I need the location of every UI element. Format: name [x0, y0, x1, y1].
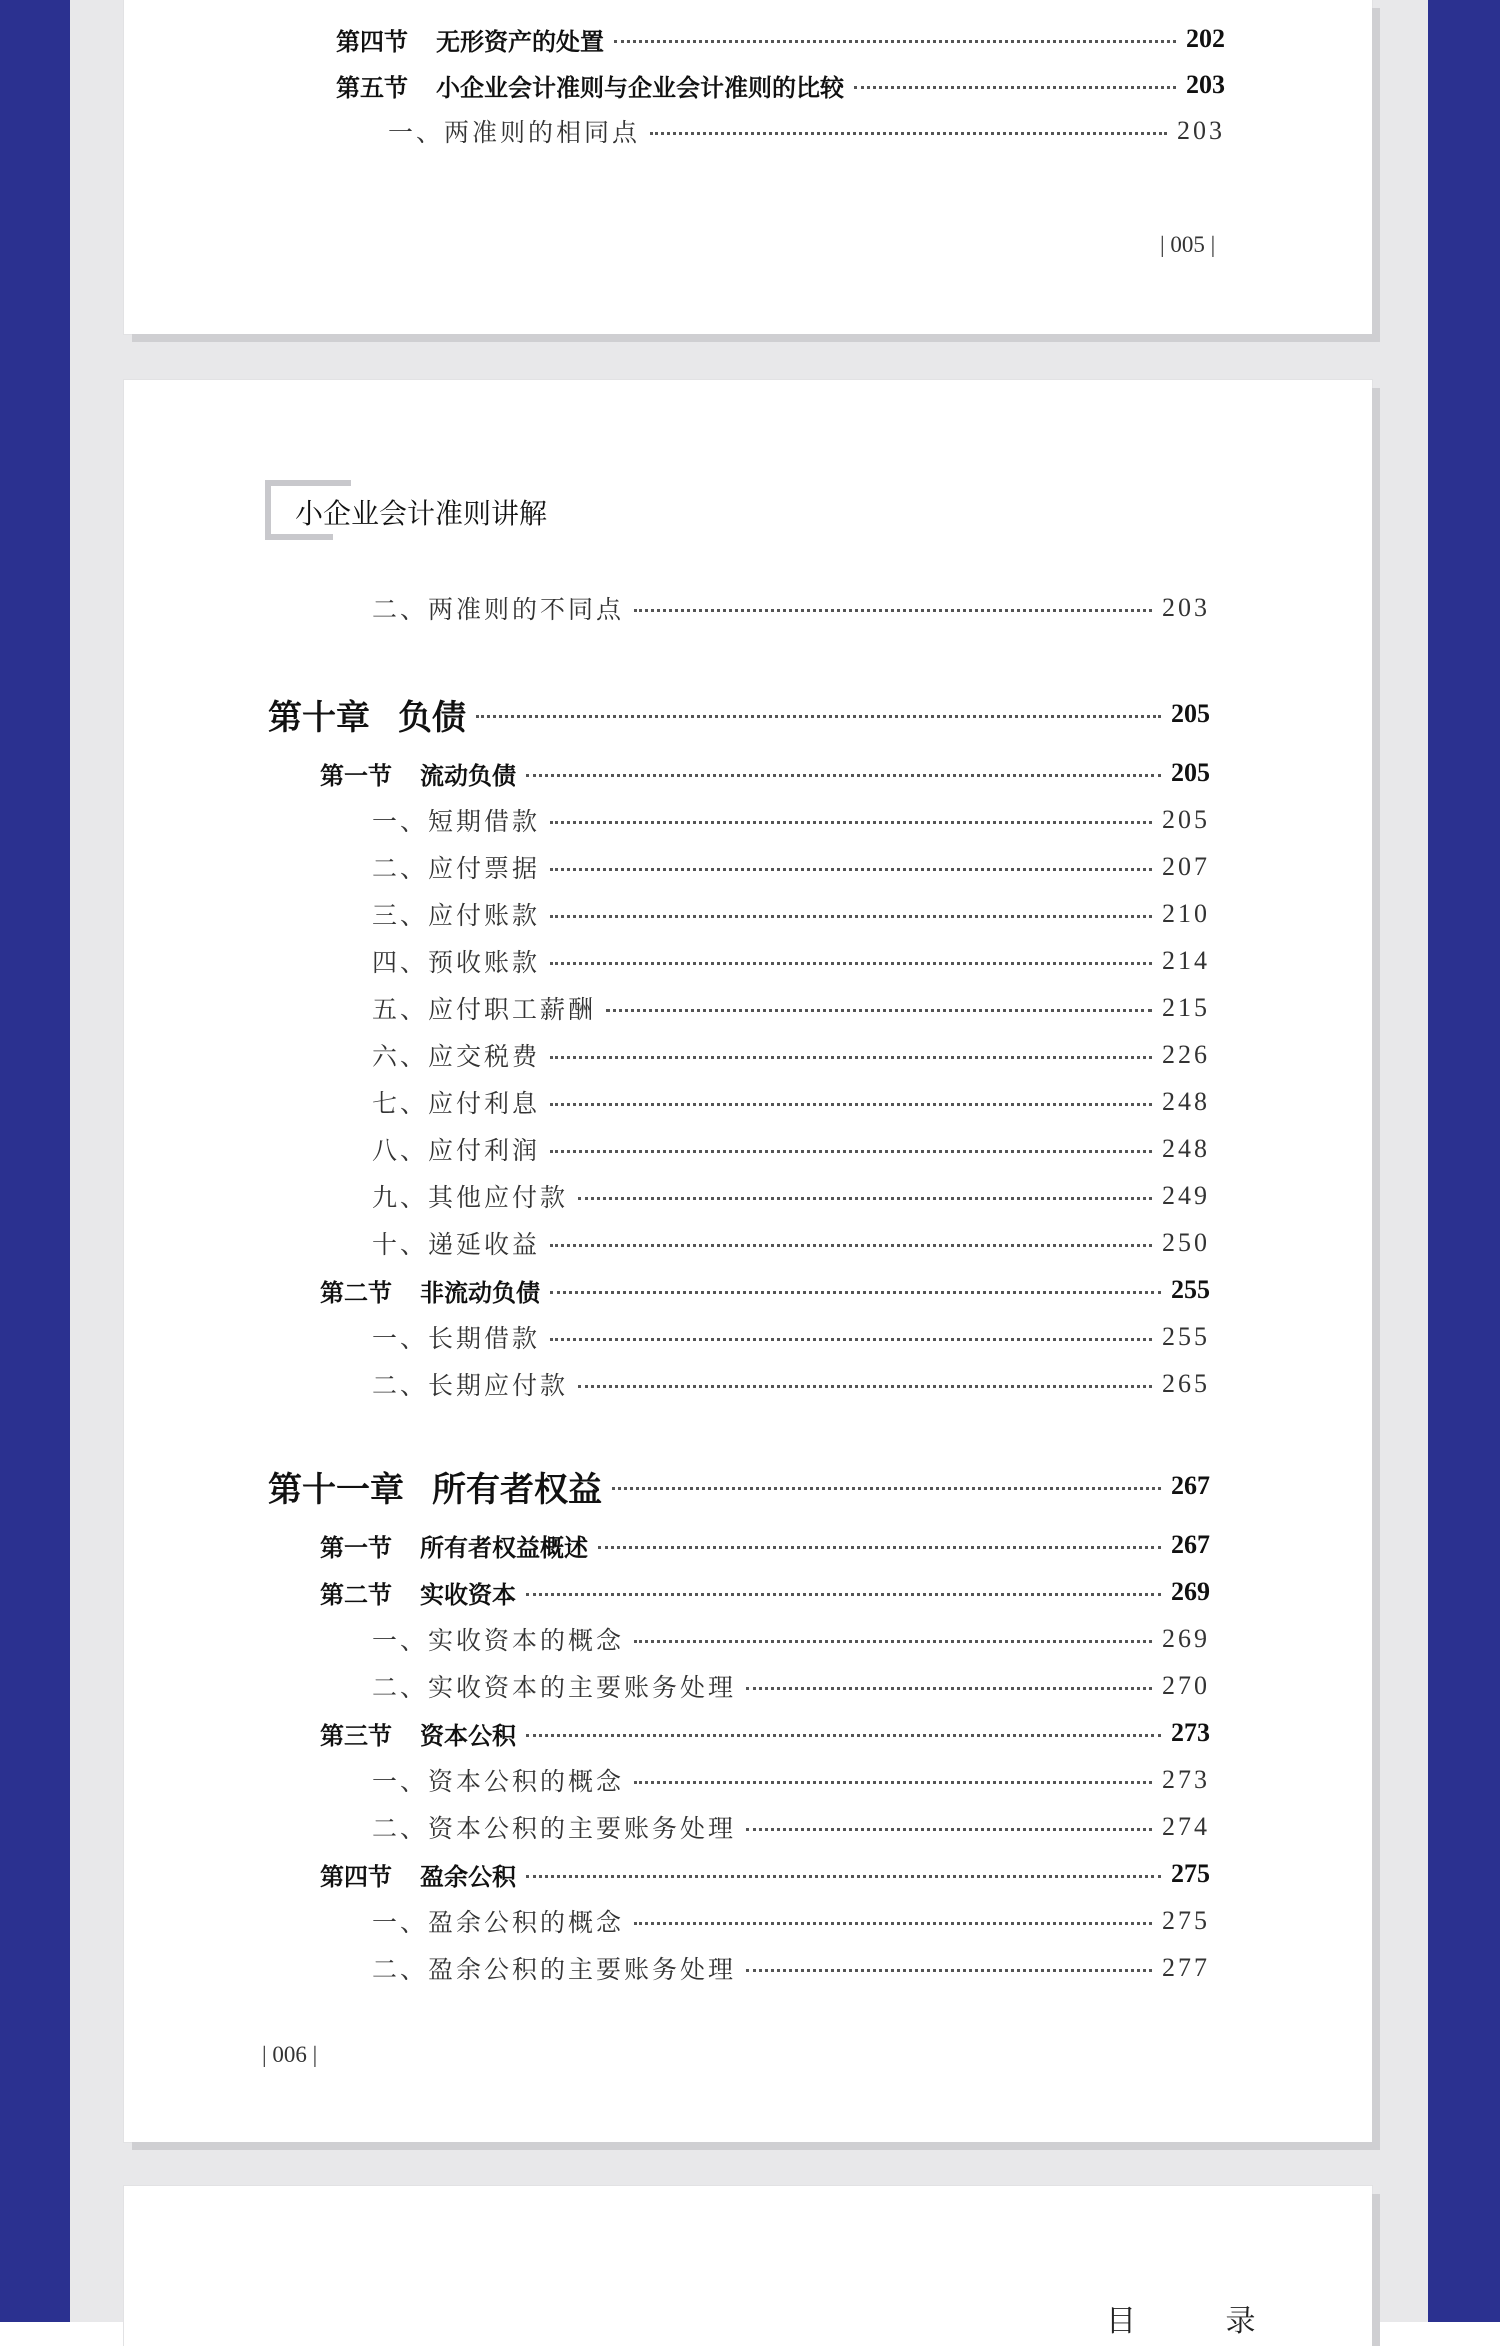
page-reference: 265	[1162, 1369, 1210, 1398]
page-reference: 248	[1162, 1134, 1210, 1163]
toc-entry-label	[372, 943, 540, 979]
page-reference: 270	[1162, 1671, 1210, 1700]
page-reference: 215	[1162, 993, 1210, 1022]
dot-leader	[606, 1009, 1152, 1012]
right-side-band	[1428, 0, 1500, 2322]
section-title: 实收资本	[420, 1580, 516, 1609]
toc-item-row[interactable]	[372, 1179, 1210, 1213]
toc-entry-label	[372, 1950, 736, 1986]
chapter-title: 负债	[398, 697, 466, 738]
toc-chapter-row[interactable]	[268, 1462, 1210, 1510]
item-title: 一、实收资本的概念	[372, 1626, 625, 1655]
page-reference: 277	[1162, 1953, 1210, 1982]
page-reference: 273	[1171, 1718, 1210, 1747]
item-title: 七、应付利息	[372, 1089, 541, 1118]
toc-item-row[interactable]	[372, 1810, 1210, 1844]
chapter-title: 所有者权益	[432, 1469, 602, 1510]
item-title: 一、盈余公积的概念	[372, 1908, 625, 1937]
item-title: 十、递延收益	[372, 1230, 541, 1259]
dot-leader	[526, 1734, 1161, 1737]
page-number: | 005 |	[1160, 232, 1216, 257]
toc-entry-label	[372, 1366, 568, 1402]
page-reference: 248	[1162, 1087, 1210, 1116]
toc-entry-label	[372, 1668, 736, 1704]
section-number: 第四节	[336, 27, 408, 56]
page-reference: 250	[1162, 1228, 1210, 1257]
dot-leader	[550, 868, 1152, 871]
toc-section-row[interactable]	[320, 1528, 1210, 1562]
section-number: 第二节	[320, 1278, 392, 1307]
item-title: 一、长期借款	[372, 1324, 541, 1353]
section-number: 第五节	[336, 73, 408, 102]
dot-leader	[550, 1150, 1152, 1153]
dot-leader	[526, 1875, 1161, 1878]
section-title: 非流动负债	[420, 1278, 540, 1307]
item-title: 二、两准则的不同点	[372, 595, 625, 624]
toc-item-row[interactable]	[372, 803, 1210, 837]
section-number: 第一节	[320, 761, 392, 790]
dot-leader	[526, 1593, 1161, 1596]
page-reference: 255	[1171, 1275, 1210, 1304]
toc-entry-label	[372, 802, 540, 838]
toc-item-row[interactable]	[372, 1132, 1210, 1166]
dot-leader	[634, 1781, 1152, 1784]
toc-entry-label	[336, 22, 604, 57]
dot-leader	[550, 1338, 1152, 1341]
page-reference: 267	[1171, 1471, 1210, 1500]
toc-entry-label	[268, 1462, 602, 1511]
toc-item-row[interactable]	[372, 1622, 1210, 1656]
toc-section-row[interactable]	[320, 1716, 1210, 1750]
toc-section-row[interactable]	[320, 1575, 1210, 1609]
toc-item-row[interactable]	[372, 1085, 1210, 1119]
toc-item-row[interactable]	[372, 897, 1210, 931]
section-number: 第四节	[320, 1862, 392, 1891]
dot-leader	[746, 1828, 1152, 1831]
section-title: 资本公积	[420, 1721, 516, 1750]
page-reference: 210	[1162, 899, 1210, 928]
toc-entry-label	[372, 590, 624, 626]
section-title: 无形资产的处置	[436, 27, 604, 56]
book-title: 小企业会计准则讲解	[295, 497, 548, 530]
page-reference: 273	[1162, 1765, 1210, 1794]
page-reference: 226	[1162, 1040, 1210, 1069]
section-title: 所有者权益概述	[420, 1533, 588, 1562]
chapter-number: 第十章	[268, 697, 370, 738]
toc-entry-label	[372, 990, 596, 1026]
toc-item-row[interactable]	[372, 1951, 1210, 1985]
toc-item-row[interactable]	[372, 1904, 1210, 1938]
toc-entry-label	[372, 1131, 540, 1167]
toc-entry-label	[320, 1716, 516, 1751]
page-reference: 275	[1171, 1859, 1210, 1888]
section-title: 盈余公积	[420, 1862, 516, 1891]
toc-item-row[interactable]	[372, 991, 1210, 1025]
dot-leader	[550, 1056, 1152, 1059]
page-reference: 207	[1162, 852, 1210, 881]
toc-item-row[interactable]	[372, 1367, 1210, 1401]
toc-section-row[interactable]	[336, 68, 1225, 102]
toc-item-row[interactable]	[372, 850, 1210, 884]
toc-entry-label	[320, 1528, 588, 1563]
item-title: 二、资本公积的主要账务处理	[372, 1814, 737, 1843]
dot-leader	[634, 1640, 1152, 1643]
item-title: 四、预收账款	[372, 948, 541, 977]
page-reference: 203	[1162, 593, 1210, 622]
toc-entry-label	[372, 1084, 540, 1120]
dot-leader	[614, 40, 1176, 43]
toc-entry-label	[336, 68, 844, 103]
section-number: 第一节	[320, 1533, 392, 1562]
page-reference: 203	[1177, 116, 1225, 145]
dot-leader	[746, 1687, 1152, 1690]
item-title: 八、应付利润	[372, 1136, 541, 1165]
dot-leader	[634, 1922, 1152, 1925]
dot-leader	[598, 1546, 1161, 1549]
page-reference: 205	[1171, 758, 1210, 787]
toc-entry-label	[372, 1809, 736, 1845]
section-number: 第三节	[320, 1721, 392, 1750]
toc-section-row[interactable]	[320, 1857, 1210, 1891]
left-side-band	[0, 0, 70, 2322]
dot-leader	[550, 821, 1152, 824]
page-number: | 006 |	[262, 2042, 318, 2067]
dot-leader	[578, 1197, 1152, 1200]
page-reference: 269	[1162, 1624, 1210, 1653]
toc-section-row[interactable]	[320, 756, 1210, 790]
toc-entry-label	[320, 1575, 516, 1610]
toc-section-row[interactable]	[336, 22, 1225, 56]
section-title: 小企业会计准则与企业会计准则的比较	[436, 73, 844, 102]
toc-item-row[interactable]	[372, 944, 1210, 978]
toc-entry-label	[320, 756, 516, 791]
toc-entry-label	[372, 849, 540, 885]
toc-item-row[interactable]	[372, 1669, 1210, 1703]
toc-item-row[interactable]	[372, 1038, 1210, 1072]
toc-item-row[interactable]	[388, 114, 1225, 148]
dot-leader	[634, 609, 1152, 612]
toc-item-row[interactable]	[372, 1226, 1210, 1260]
toc-entry-label	[268, 690, 466, 739]
page-reference: 255	[1162, 1322, 1210, 1351]
page-reference: 274	[1162, 1812, 1210, 1841]
dot-leader	[476, 715, 1161, 718]
dot-leader	[550, 1103, 1152, 1106]
toc-entry-label	[372, 1903, 624, 1939]
page-reference: 214	[1162, 946, 1210, 975]
toc-entry-label	[320, 1273, 540, 1308]
dot-leader	[526, 774, 1161, 777]
toc-entry-label	[372, 1621, 624, 1657]
item-title: 二、盈余公积的主要账务处理	[372, 1955, 737, 1984]
dot-leader	[650, 132, 1167, 135]
dot-leader	[550, 962, 1152, 965]
toc-chapter-row[interactable]	[268, 690, 1210, 738]
page-reference: 202	[1186, 24, 1225, 53]
item-title: 六、应交税费	[372, 1042, 541, 1071]
running-header-contents: 目 录	[1106, 2304, 1296, 2339]
toc-entry-label	[372, 1037, 540, 1073]
page-reference: 205	[1171, 699, 1210, 728]
page-reference: 275	[1162, 1906, 1210, 1935]
dot-leader	[746, 1969, 1152, 1972]
chapter-number: 第十一章	[268, 1469, 404, 1510]
dot-leader	[550, 915, 1152, 918]
toc-item-row[interactable]	[372, 591, 1210, 625]
item-title: 二、应付票据	[372, 854, 541, 883]
dot-leader	[550, 1244, 1152, 1247]
toc-entry-label	[320, 1857, 516, 1892]
toc-entry-label	[372, 1178, 568, 1214]
item-title: 一、两准则的相同点	[388, 118, 641, 147]
item-title: 三、应付账款	[372, 901, 541, 930]
dot-leader	[612, 1487, 1161, 1490]
page-reference: 205	[1162, 805, 1210, 834]
running-header	[265, 480, 605, 544]
page-reference: 203	[1186, 70, 1225, 99]
section-title: 流动负债	[420, 761, 516, 790]
item-title: 五、应付职工薪酬	[372, 995, 597, 1024]
page-reference: 249	[1162, 1181, 1210, 1210]
toc-entry-label	[372, 1225, 540, 1261]
section-number: 第二节	[320, 1580, 392, 1609]
item-title: 一、短期借款	[372, 807, 541, 836]
dot-leader	[854, 86, 1176, 89]
page-reference: 267	[1171, 1530, 1210, 1559]
toc-section-row[interactable]	[320, 1273, 1210, 1307]
item-title: 一、资本公积的概念	[372, 1767, 625, 1796]
item-title: 九、其他应付款	[372, 1183, 569, 1212]
page-reference: 269	[1171, 1577, 1210, 1606]
dot-leader	[550, 1291, 1161, 1294]
toc-entry-label	[372, 1319, 540, 1355]
dot-leader	[578, 1385, 1152, 1388]
item-title: 二、长期应付款	[372, 1371, 569, 1400]
toc-entry-label	[372, 896, 540, 932]
item-title: 二、实收资本的主要账务处理	[372, 1673, 737, 1702]
toc-entry-label	[388, 113, 640, 149]
toc-item-row[interactable]	[372, 1763, 1210, 1797]
toc-item-row[interactable]	[372, 1320, 1210, 1354]
toc-entry-label	[372, 1762, 624, 1798]
